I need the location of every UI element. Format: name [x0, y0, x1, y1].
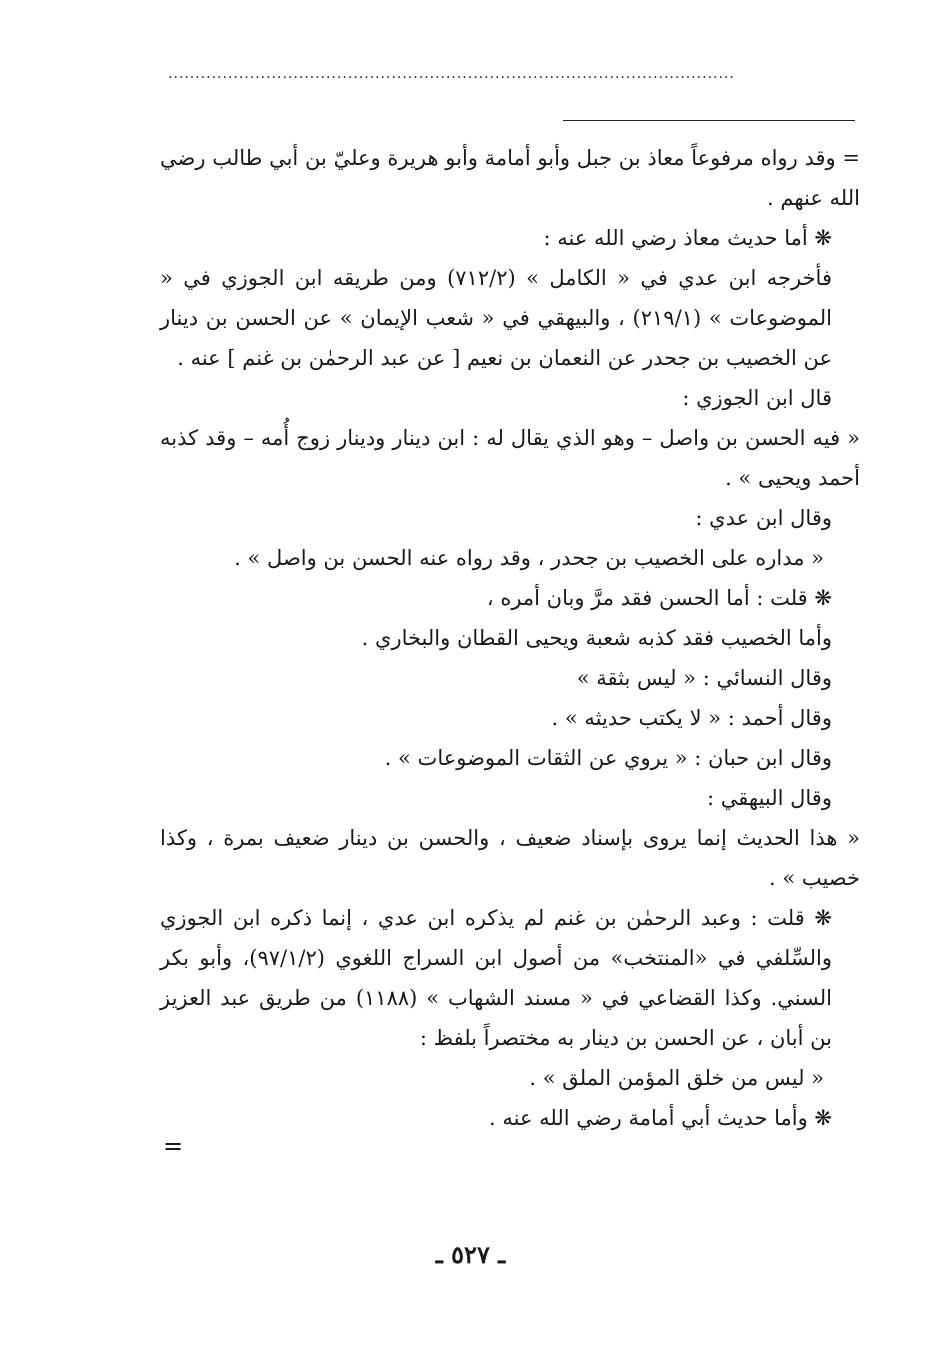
heading-muadh-hadith: ❋ أما حديث معاذ رضي الله عنه :: [543, 226, 832, 250]
quote-ibn-jawzi: « فيه الحسن بن واصل – وهو الذي يقال له : ابن دينار ودينار زوج أُمه – وقد كذبه أحمد ويحيى » .: [160, 426, 860, 490]
quote-intro-ibn-adi: وقال ابن عدي :: [695, 506, 832, 530]
header-dotted-line: ........................................................................................................: [168, 66, 735, 80]
paragraph-qultu-2: ❋ قلت : وعبد الرحمٰن بن غنم لم يذكره ابن عدي ، إنما ذكره ابن الجوزي والسِّلفي في «المنتخب» من أصول ابن السراج اللغوي (٩٧/١/٢)، وأبو بكر السني. وكذا القضاعي في « مسند الشهاب » (١١٨٨) من طريق عبد العزيز بن أبان ، عن الحسن بن دينار به مختصراً بلفظ :: [160, 906, 833, 1050]
quote-ibn-hibban: وقال ابن حبان : « يروي عن الثقات الموضوعات » .: [384, 746, 832, 770]
paragraph-khusayb: وأما الخصيب فقد كذبه شعبة ويحيى القطان والبخاري .: [361, 626, 832, 650]
paragraph-intro: = وقد رواه مرفوعاً معاذ بن جبل وأبو أمامة وأبو هريرة وعليّ بن أبي طالب رضي الله عنهم .: [160, 146, 860, 210]
page-number: ـ ٥٢٧ ـ: [435, 1240, 506, 1269]
quote-hadith-text: « ليس من خلق المؤمن الملق » .: [529, 1066, 824, 1090]
heading-abu-umama-hadith: ❋ وأما حديث أبي أمامة رضي الله عنه .: [489, 1106, 832, 1130]
page-body: [160, 138, 860, 1138]
quote-bayhaqi: « هذا الحديث إنما يروى بإسناد ضعيف ، والحسن بن دينار ضعيف بمرة ، وكذا خصيب » .: [160, 826, 860, 890]
paragraph-takhrij: فأخرجه ابن عدي في « الكامل » (٧١٢/٢) ومن طريقه ابن الجوزي في « الموضوعات » (٢١٩/١) ، والبيهقي في « شعب الإيمان » عن الحسن بن دينار عن الخصيب بن جحدر عن النعمان بن نعيم [ عن عبد الرحمٰن بن غنم ] عنه .: [160, 266, 832, 370]
paragraph-qultu-1: ❋ قلت : أما الحسن فقد مرَّ وبان أمره ،: [486, 586, 832, 610]
quote-ibn-adi: « مداره على الخصيب بن جحدر ، وقد رواه عنه الحسن بن واصل » .: [234, 546, 824, 570]
continuation-mark: =: [163, 1132, 184, 1160]
quote-ahmad: وقال أحمد : « لا يكتب حديثه » .: [551, 706, 832, 730]
quote-nasai: وقال النسائي : « ليس بثقة »: [576, 666, 832, 690]
quote-intro-ibn-jawzi: قال ابن الجوزي :: [682, 386, 832, 410]
quote-intro-bayhaqi: وقال البيهقي :: [707, 786, 832, 810]
footnote-rule: [563, 120, 855, 121]
